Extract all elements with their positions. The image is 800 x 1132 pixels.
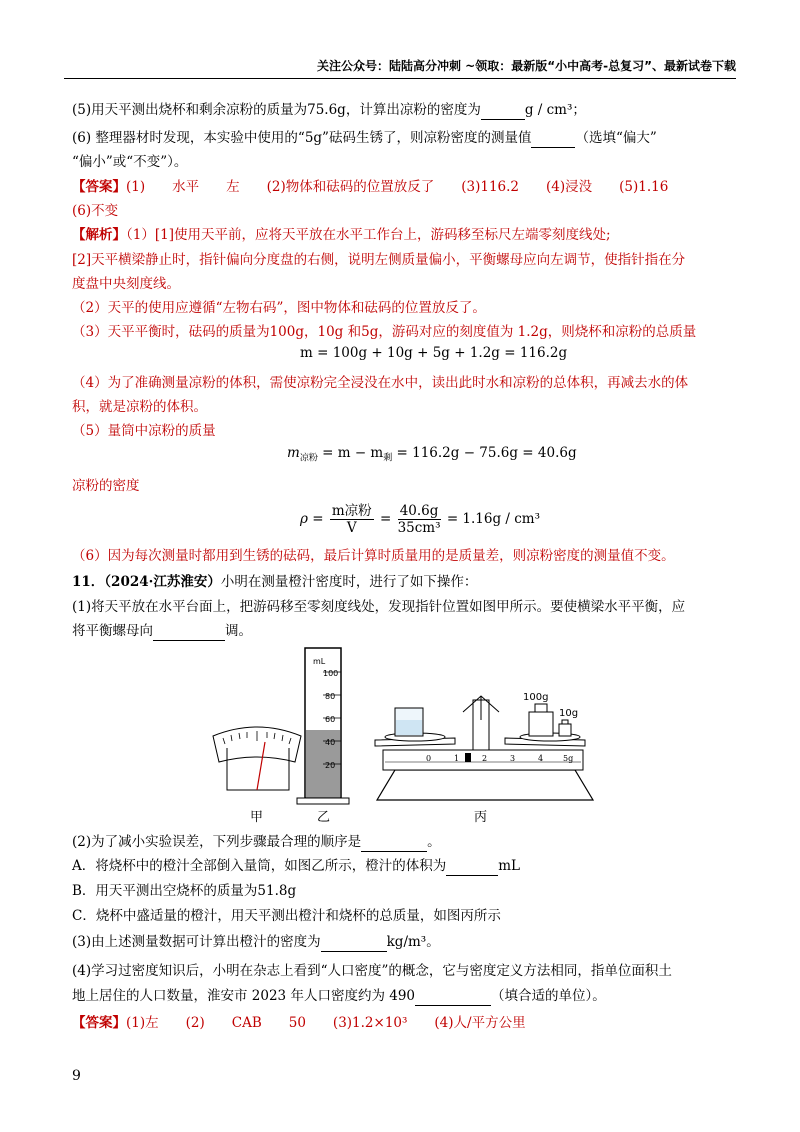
cylinder-yi (297, 648, 349, 804)
rider (465, 753, 471, 762)
svg-text:4: 4 (538, 754, 544, 763)
cylinder-unit: mL (313, 657, 326, 666)
cylinder-tick: 100 (323, 669, 339, 678)
analysis-line: [2]天平横梁静止时，指针偏向分度盘的右侧，说明左侧质量偏小，平衡螺母应向左调节，使指针指在分 (72, 252, 686, 268)
question-11-title: 11．（2024·江苏淮安）小明在测量橙汁密度时，进行了如下操作： (72, 574, 478, 590)
answer-10-cont: (6)不变 (72, 203, 119, 219)
equation-total-mass: m = 100g + 10g + 5g + 1.2g = 116.2g (300, 345, 568, 361)
cylinder-tick: 20 (325, 761, 336, 770)
analysis-line: （3）天平平衡时，砝码的质量为100g，10g 和5g，游码对应的刻度值为 1.2g，则烧杯和凉粉的总质量 (72, 324, 697, 340)
svg-text:5g: 5g (563, 754, 574, 763)
experiment-figure (205, 640, 605, 810)
cylinder-tick: 40 (325, 738, 336, 747)
analysis-line: （6）因为每次测量时都用到生锈的砝码，最后计算时质量用的是质量差，则凉粉密度的测量值不变。 (72, 548, 675, 564)
question-6: (6) 整理器材时发现，本实验中使用的“5g”砝码生锈了，则凉粉密度的测量值 （选填“偏大” (72, 130, 657, 146)
analysis-line: 凉粉的密度 (72, 478, 140, 494)
question-5: (5)用天平测出烧杯和剩余凉粉的质量为75.6g，计算出凉粉的密度为 g / cm³； (72, 102, 586, 118)
svg-text:100g: 100g (523, 692, 549, 703)
weight-100g (529, 712, 553, 736)
caption-yi: 乙 (317, 810, 331, 825)
question-11-part4-cont: 地上居住的人口数量，淮安市 2023 年人口密度约为 490 （填合适的单位）。 (72, 988, 606, 1004)
question-11-part2: (2)为了减小实验误差，下列步骤最合理的顺序是 。 (72, 834, 441, 850)
svg-text:10g: 10g (559, 708, 579, 719)
cylinder-tick: 80 (325, 692, 336, 701)
answer-blank (446, 875, 498, 876)
svg-text:1: 1 (454, 754, 460, 763)
svg-text:2: 2 (482, 754, 488, 763)
analysis-line: （2）天平的使用应遵循“左物右码”，图中物体和砝码的位置放反了。 (72, 300, 486, 316)
answer-11: 【答案】(1)左 (2) CAB 50 (3)1.2×10³ (4)人/平方公里 (72, 1015, 526, 1031)
caption-jia: 甲 (250, 810, 264, 825)
figure-jia-yi-bing (205, 640, 605, 814)
beaker-juice (396, 720, 422, 735)
cylinder-tick: 60 (325, 715, 336, 724)
option-b: B．用天平测出空烧杯的质量为51.8g (72, 883, 297, 899)
svg-text:3: 3 (510, 754, 516, 763)
weight-10g (559, 724, 571, 736)
header-rule (64, 78, 736, 79)
balance-bing (375, 692, 593, 800)
option-c: C．烧杯中盛适量的橙汁，用天平测出橙汁和烧杯的总质量，如图丙所示 (72, 908, 501, 924)
equation-jelly-mass: $m_{凉粉} = m - m_剩 = 116.2g - 75.6g = 40.6g$ (287, 445, 577, 464)
answer-blank (415, 1005, 491, 1006)
equation-density: ρ = $\frac{\text{m凉粉}}{V}$ = $\frac{40.6g}{\text{35cm³}}$ = 1.16g / cm³ (300, 503, 541, 536)
svg-text:0: 0 (426, 754, 432, 763)
dial-jia (213, 727, 301, 790)
analysis-line: （4）为了准确测量凉粉的体积，需使凉粉完全浸没在水中，读出此时水和凉粉的总体积，再减去水的体 (72, 375, 689, 391)
answer-blank (481, 119, 525, 120)
answer-blank (361, 851, 427, 852)
page-header: 关注公众号：陆陆高分冲刺 ~领取：最新版“小中高考-总复习”、最新试卷下载 (317, 59, 736, 73)
caption-bing: 丙 (474, 810, 488, 825)
option-a: A．将烧杯中的橙汁全部倒入量筒，如图乙所示，橙汁的体积为 mL (72, 858, 521, 874)
analysis-line: 积，就是凉粉的体积。 (72, 399, 207, 415)
analysis-10: 【解析】（1）[1]使用天平前，应将天平放在水平工作台上，游码移至标尺左端零刻度线处; (72, 227, 611, 243)
question-11-part3: (3)由上述测量数据可计算出橙汁的密度为 kg/m³。 (72, 934, 440, 950)
page-number: 9 (72, 1068, 81, 1084)
answer-blank (321, 951, 387, 952)
analysis-line: 度盘中央刻度线。 (72, 276, 180, 292)
question-11-part1: (1)将天平放在水平台面上，把游码移至零刻度线处，发现指针位置如图甲所示。要使横梁水平平衡，应 (72, 599, 686, 615)
answer-10: 【答案】(1) 水平 左 (2)物体和砝码的位置放反了 (3)116.2 (4)浸没 (5)1.16 (72, 179, 669, 195)
question-6-cont: “偏小”或“不变”）。 (72, 154, 188, 170)
answer-blank (531, 147, 575, 148)
analysis-line: （5）量筒中凉粉的质量 (72, 423, 216, 439)
question-11-part1-cont: 将平衡螺母向 调。 (72, 623, 252, 639)
question-11-part4: (4)学习过密度知识后，小明在杂志上看到“人口密度”的概念，它与密度定义方法相同，指单位面积土 (72, 963, 672, 979)
